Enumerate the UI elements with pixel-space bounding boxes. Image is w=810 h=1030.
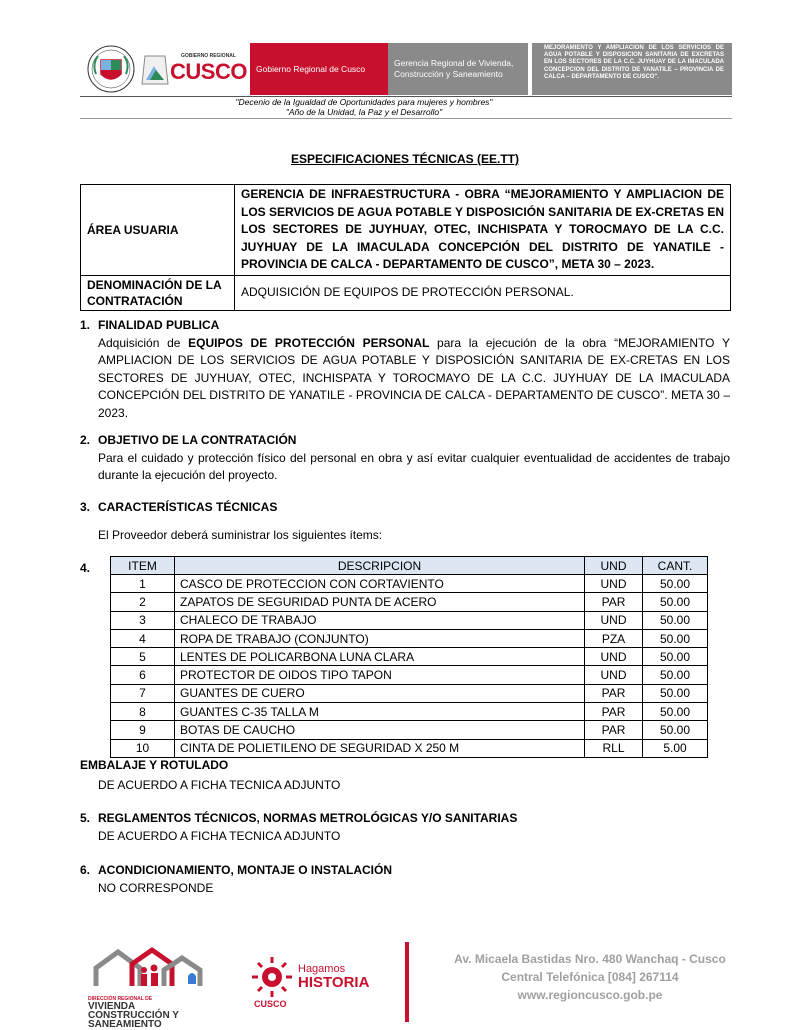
table-row [111, 629, 708, 647]
item-unit-cell: PAR [585, 593, 643, 611]
denominacion-value: ADQUISICIÓN DE EQUIPOS DE PROTECCIÓN PERSONAL. [235, 275, 731, 310]
section-heading [80, 862, 730, 880]
item-quantity-cell: 50.00 [643, 593, 708, 611]
peru-coat-of-arms-icon [86, 44, 136, 94]
col-header-descripcion: DESCRIPCION [175, 557, 585, 575]
denominacion-label: DENOMINACIÓN DE LA CONTRATACIÓN [81, 275, 235, 310]
section-title: ACONDICIONAMIENTO, MONTAJE O INSTALACIÓN [98, 863, 392, 877]
item-unit-cell: RLL [585, 739, 643, 757]
item-unit-cell: UND [585, 666, 643, 684]
section-body: Para el cuidado y protección físico del personal en obra y así evitar cualquier eventualidad de accidentes de trabajo durante la ejecución del proyecto. [98, 450, 730, 482]
col-header-item: ITEM [111, 557, 175, 575]
footer-phone: Central Telefónica [084] 267114 [501, 970, 679, 984]
section-body [80, 335, 730, 423]
table-row [111, 611, 708, 629]
project-title-header: MEJORAMIENTO Y AMPLIACION DE LOS SERVICIOS DE AGUA POTABLE Y DISPOSICION SANITARIA DE EXCRETAS EN LOS SECTORES DE LA C.C. JUYHUAY DE LA IMACULADA CONCEPCION DEL DISTRITO DE YANATILE – PROVINCIA DE CALCA – DEPARTAMENTO DE CUSCO". [528, 43, 732, 95]
item-description-cell: PROTECTOR DE OIDOS TIPO TAPON [175, 666, 585, 684]
vivienda-line1: DIRECCIÓN REGIONAL DE [88, 996, 153, 1002]
gobierno-regional-label: Gobierno Regional de Cusco [250, 43, 388, 95]
table-row [111, 648, 708, 666]
motto-decenio: "Decenio de la Igualdad de Oportunidades para mujeres y hombres" [235, 97, 493, 107]
item-number-cell: 10 [111, 739, 175, 757]
table-row [111, 684, 708, 702]
section-title: CARACTERÍSTICAS TÉCNICAS [98, 500, 278, 514]
body-bold-text: EQUIPOS DE PROTECCIÓN PERSONAL [188, 335, 430, 350]
vivienda-line4: SANEAMIENTO [88, 1019, 162, 1030]
section-finalidad [80, 317, 730, 422]
section-title: REGLAMENTOS TÉCNICOS, NORMAS METROLÓGICAS Y/O SANITARIAS [98, 811, 518, 825]
section-acondicionamiento [80, 862, 730, 897]
cusco-logo [140, 49, 247, 89]
section-number: 6. [80, 863, 91, 877]
item-number-cell: 4 [111, 629, 175, 647]
item-unit-cell: UND [585, 611, 643, 629]
section-embalaje [80, 757, 730, 794]
item-number-cell: 5 [111, 648, 175, 666]
section-body: DE ACUERDO A FICHA TECNICA ADJUNTO [98, 777, 341, 792]
item-description-cell: CINTA DE POLIETILENO DE SEGURIDAD X 250 M [175, 739, 585, 757]
hagamos-text: Hagamos [298, 963, 346, 975]
section-title: OBJETIVO DE LA CONTRATACIÓN [98, 433, 297, 447]
item-description-cell: CASCO DE PROTECCION CON CORTAVIENTO [175, 575, 585, 593]
table-row [111, 593, 708, 611]
item-quantity-cell: 5.00 [643, 739, 708, 757]
section-reglamentos [80, 810, 730, 845]
page-header [80, 43, 732, 95]
area-usuaria-value: GERENCIA DE INFRAESTRUCTURA - OBRA “MEJORAMIENTO Y AMPLIACION DE LOS SERVICIOS DE AGUA POTABLE Y DISPOSICIÓN SANITARIA DE EX-CRETAS EN LOS SECTORES DE JUYHUAY, OTEC, INCHISPATA Y TOROCMAYO DE LA C.C. JUYHUAY DE LA IMACULADA CONCEPCIÓN DEL DISTRITO DE YANATILE - PROVINCIA DE CALCA - DEPARTAMENTO DE CUSCO”, META 30 – 2023. [235, 185, 731, 276]
cusco-wordmark: CUSCO [170, 59, 247, 84]
item-unit-cell: PZA [585, 629, 643, 647]
inca-sun-icon [250, 955, 294, 999]
section-number-4: 4. [80, 561, 91, 575]
item-unit-cell: UND [585, 648, 643, 666]
item-number-cell: 3 [111, 611, 175, 629]
item-unit-cell: PAR [585, 703, 643, 721]
section-number: 2. [80, 433, 91, 447]
item-unit-cell: UND [585, 575, 643, 593]
item-description-cell: GUANTES C-35 TALLA M [175, 703, 585, 721]
section-body: DE ACUERDO A FICHA TECNICA ADJUNTO [98, 828, 341, 843]
item-unit-cell: PAR [585, 684, 643, 702]
section-title: FINALIDAD PUBLICA [98, 318, 220, 332]
gerencia-label: Gerencia Regional de Vivienda, Construcción y Saneamiento [388, 43, 528, 95]
footer-contact [420, 950, 760, 1004]
footer-divider [405, 942, 409, 1022]
body-text: Adquisición de [98, 335, 189, 350]
item-quantity-cell: 50.00 [643, 721, 708, 739]
inca-wall-icon [140, 52, 170, 86]
cusco-footer-text: CUSCO [254, 999, 287, 1009]
section-number: 5. [80, 811, 91, 825]
table-row [111, 703, 708, 721]
table-row [111, 721, 708, 739]
item-number-cell: 6 [111, 666, 175, 684]
table-row [111, 666, 708, 684]
item-number-cell: 1 [111, 575, 175, 593]
items-table [110, 556, 708, 758]
item-description-cell: ZAPATOS DE SEGURIDAD PUNTA DE ACERO [175, 593, 585, 611]
info-row-area [81, 185, 731, 276]
section-body: NO CORRESPONDE [98, 880, 214, 895]
header-divider-2 [80, 118, 732, 119]
footer-address: Av. Micaela Bastidas Nro. 480 Wanchaq - Cusco [454, 952, 726, 966]
motto-year: "Año de la Unidad, la Paz y el Desarrollo" [285, 107, 443, 117]
historia-text: HISTORIA [298, 974, 370, 991]
col-header-und: UND [585, 557, 643, 575]
item-quantity-cell: 50.00 [643, 703, 708, 721]
houses-family-icon [88, 946, 208, 990]
hagamos-historia-logo [250, 955, 380, 1017]
section-heading [80, 499, 730, 517]
item-quantity-cell: 50.00 [643, 611, 708, 629]
section-heading [80, 317, 730, 335]
item-description-cell: LENTES DE POLICARBONA LUNA CLARA [175, 648, 585, 666]
item-number-cell: 9 [111, 721, 175, 739]
info-row-denominacion [81, 275, 731, 310]
items-table-body [111, 575, 708, 758]
table-row [111, 575, 708, 593]
vivienda-logo [88, 946, 208, 1030]
item-quantity-cell: 50.00 [643, 575, 708, 593]
info-table [80, 184, 731, 311]
vivienda-line3: CONSTRUCCIÓN Y [88, 1010, 179, 1021]
section-number: 1. [80, 318, 91, 332]
section-objetivo [80, 432, 730, 485]
items-table-header [111, 557, 708, 575]
item-description-cell: GUANTES DE CUERO [175, 684, 585, 702]
area-usuaria-label: ÁREA USUARIA [81, 185, 235, 276]
item-number-cell: 8 [111, 703, 175, 721]
footer-website[interactable]: www.regioncusco.gob.pe [517, 988, 663, 1002]
item-number-cell: 2 [111, 593, 175, 611]
section-heading [80, 432, 730, 450]
table-row [111, 739, 708, 757]
section-heading [80, 810, 730, 828]
section-number: 3. [80, 500, 91, 514]
item-quantity-cell: 50.00 [643, 684, 708, 702]
item-unit-cell: PAR [585, 721, 643, 739]
item-description-cell: CHALECO DE TRABAJO [175, 611, 585, 629]
section-title: EMBALAJE Y ROTULADO [80, 758, 229, 772]
item-description-cell: BOTAS DE CAUCHO [175, 721, 585, 739]
body-text: para la ejecución de la obra “MEJORAMIENTO Y AMPLIACION DE LOS SERVICIOS DE AGUA POTABLE Y DISPOSICIÓN SANITARIA DE EX-CRETAS EN LOS SECTORES DE JUYHUAY, OTEC, INCHISPATA Y TOROCMAYO DE LA C.C. JUYHUAY DE LA IMACULADA CONCEPCIÓN DEL DISTRITO DE YANATILE - PROVINCIA DE CALCA - DEPARTAMENTO DE CUSCO”. META 30 – 2023. [98, 335, 731, 420]
item-description-cell: ROPA DE TRABAJO (CONJUNTO) [175, 629, 585, 647]
item-quantity-cell: 50.00 [643, 648, 708, 666]
item-number-cell: 7 [111, 684, 175, 702]
item-quantity-cell: 50.00 [643, 629, 708, 647]
document-title: ESPECIFICACIONES TÉCNICAS (EE.TT) [290, 152, 520, 166]
section-caracteristicas [80, 499, 730, 544]
logo-subtext: GOBIERNO REGIONAL [180, 53, 236, 59]
logo-area [80, 43, 250, 95]
col-header-cant: CANT. [643, 557, 708, 575]
vivienda-line2: VIVIENDA [88, 1001, 136, 1012]
section-body: El Proveedor deberá suministrar los siguientes ítems: [98, 527, 383, 542]
item-quantity-cell: 50.00 [643, 666, 708, 684]
